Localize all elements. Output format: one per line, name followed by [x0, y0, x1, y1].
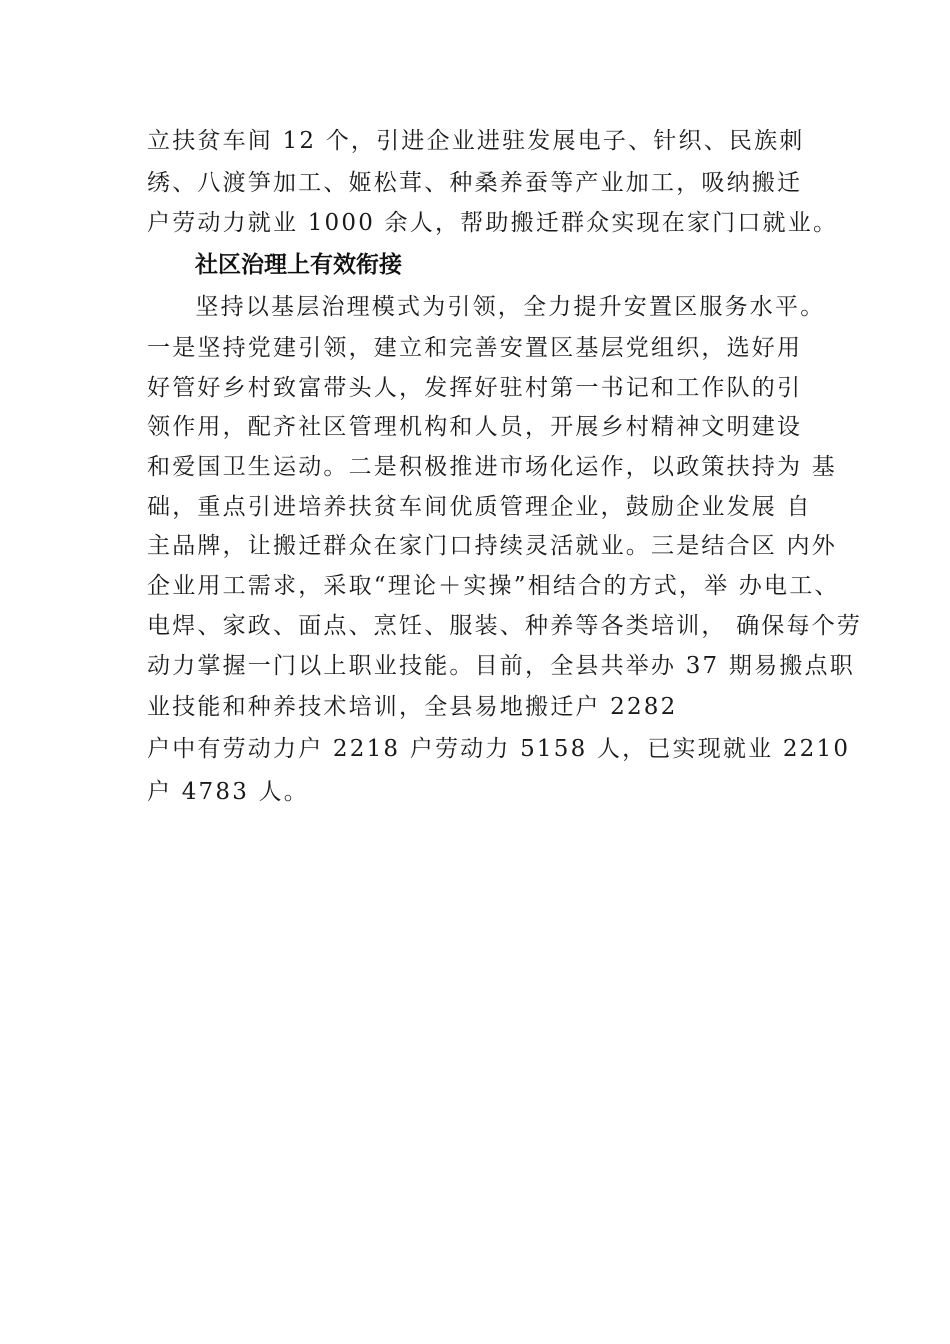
paragraph2-line-7: 主品牌，让搬迁群众在家门口持续灵活就业。三是结合区 内外: [147, 533, 837, 559]
paragraph2-line-4: 领作用，配齐社区管理机构和人员，开展乡村精神文明建设: [147, 414, 803, 440]
paragraph2-line-1: 坚持以基层治理模式为引领，全力提升安置区服务水平。: [145, 294, 826, 320]
paragraph1-line-2: 绣、八渡笋加工、姬松茸、种桑养蚕等产业加工，吸纳搬迁: [147, 170, 803, 196]
paragraph1-line-3: 户劳动力就业 1000 余人，帮助搬迁群众实现在家门口就业。: [147, 210, 839, 236]
paragraph2-line-10: 动力掌握一门以上职业技能。目前，全县共举办 37 期易搬点职: [147, 653, 855, 679]
section-heading: 社区治理上有效衔接: [195, 252, 402, 278]
paragraph2-line-2: 一是坚持党建引领，建立和完善安置区基层党组织，选好用: [147, 335, 803, 361]
paragraph2-line-8: 企业用工需求，采取“理论＋实操”相结合的方式，举 办电工、: [147, 573, 840, 599]
paragraph1-line-1: 立扶贫车间 12 个，引进企业进驻发展电子、针织、民族刺: [147, 128, 805, 154]
paragraph2-line-11: 业技能和种养技术培训，全县易地搬迁户 2282: [147, 694, 678, 720]
paragraph2-line-12: 户中有劳动力户 2218 户劳动力 5158 人，已实现就业 2210: [147, 736, 851, 762]
paragraph2-line-9: 电焊、家政、面点、烹饪、服装、种养等各类培训， 确保每个劳: [147, 613, 863, 639]
paragraph2-line-6: 础，重点引进培养扶贫车间优质管理企业，鼓励企业发展 自: [147, 494, 812, 520]
paragraph2-line-13: 户 4783 人。: [147, 779, 309, 805]
paragraph2-line-5: 和爱国卫生运动。二是积极推进市场化运作，以政策扶持为 基: [147, 454, 837, 480]
paragraph2-line-3: 好管好乡村致富带头人，发挥好驻村第一书记和工作队的引: [147, 375, 803, 401]
